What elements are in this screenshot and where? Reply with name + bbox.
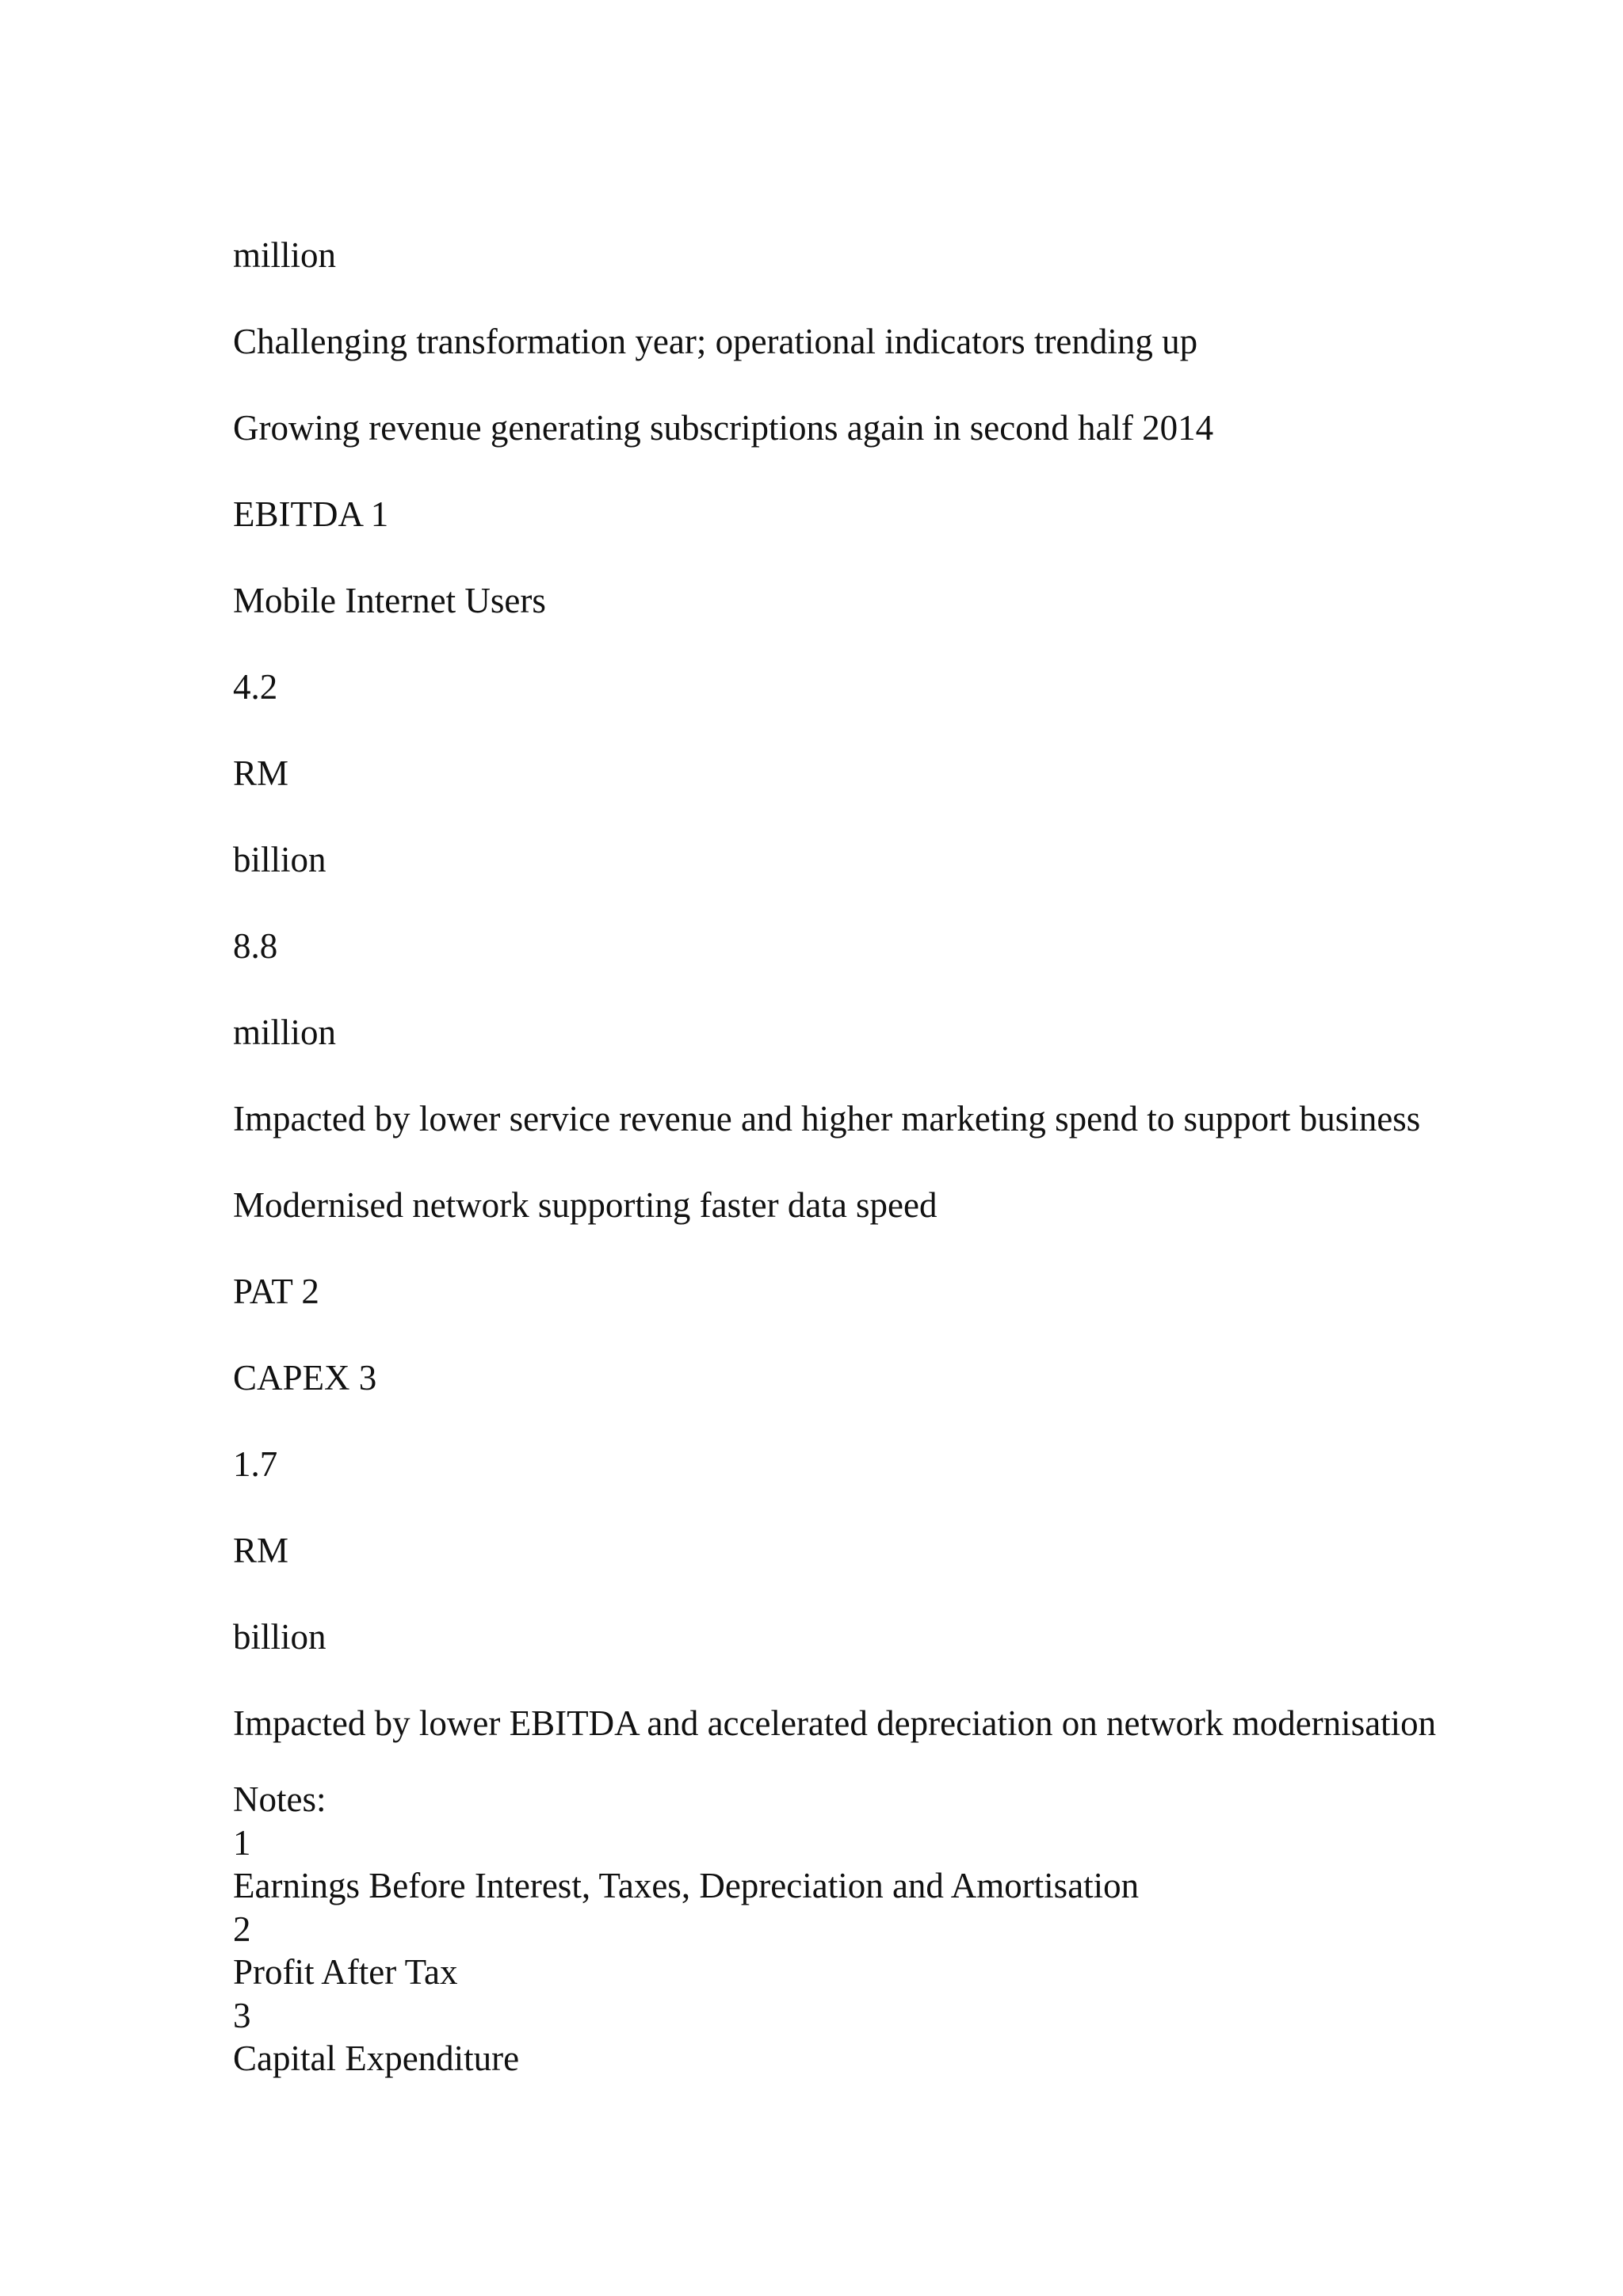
text-line-users-value: 8.8: [233, 926, 278, 966]
note-text-2: Profit After Tax: [233, 1952, 458, 1992]
text-line-capex-label: CAPEX 3: [233, 1358, 377, 1398]
notes-heading: Notes:: [233, 1779, 327, 1819]
text-line-mobile-internet-users: Mobile Internet Users: [233, 581, 546, 620]
text-line-pat-label: PAT 2: [233, 1272, 319, 1311]
text-line-transformation-year: Challenging transformation year; operational indicators trending up: [233, 322, 1198, 361]
note-number-3: 3: [233, 1995, 251, 2035]
text-line-pat-impact: Impacted by lower EBITDA and accelerated depreciation on network modernisation: [233, 1703, 1437, 1743]
text-line-currency-rm-1: RM: [233, 753, 289, 793]
text-line-million-1: million: [233, 235, 337, 275]
text-line-million-2: million: [233, 1013, 337, 1052]
note-number-1: 1: [233, 1822, 251, 1863]
note-number-2: 2: [233, 1909, 251, 1949]
note-text-3: Capital Expenditure: [233, 2039, 520, 2078]
text-line-ebitda-value: 4.2: [233, 667, 278, 707]
text-line-ebitda-label: EBITDA 1: [233, 494, 389, 534]
text-line-growing-subscriptions: Growing revenue generating subscriptions again in second half 2014: [233, 408, 1214, 448]
text-line-billion-2: billion: [233, 1617, 327, 1657]
note-text-1: Earnings Before Interest, Taxes, Depreciation and Amortisation: [233, 1866, 1140, 1905]
text-line-currency-rm-2: RM: [233, 1531, 289, 1570]
text-line-ebitda-impact: Impacted by lower service revenue and higher marketing spend to support business: [233, 1099, 1421, 1138]
text-line-modernised-network: Modernised network supporting faster data speed: [233, 1185, 938, 1225]
notes-section: [233, 1778, 1139, 2081]
text-line-pat-value: 1.7: [233, 1444, 278, 1484]
text-line-billion-1: billion: [233, 840, 327, 879]
